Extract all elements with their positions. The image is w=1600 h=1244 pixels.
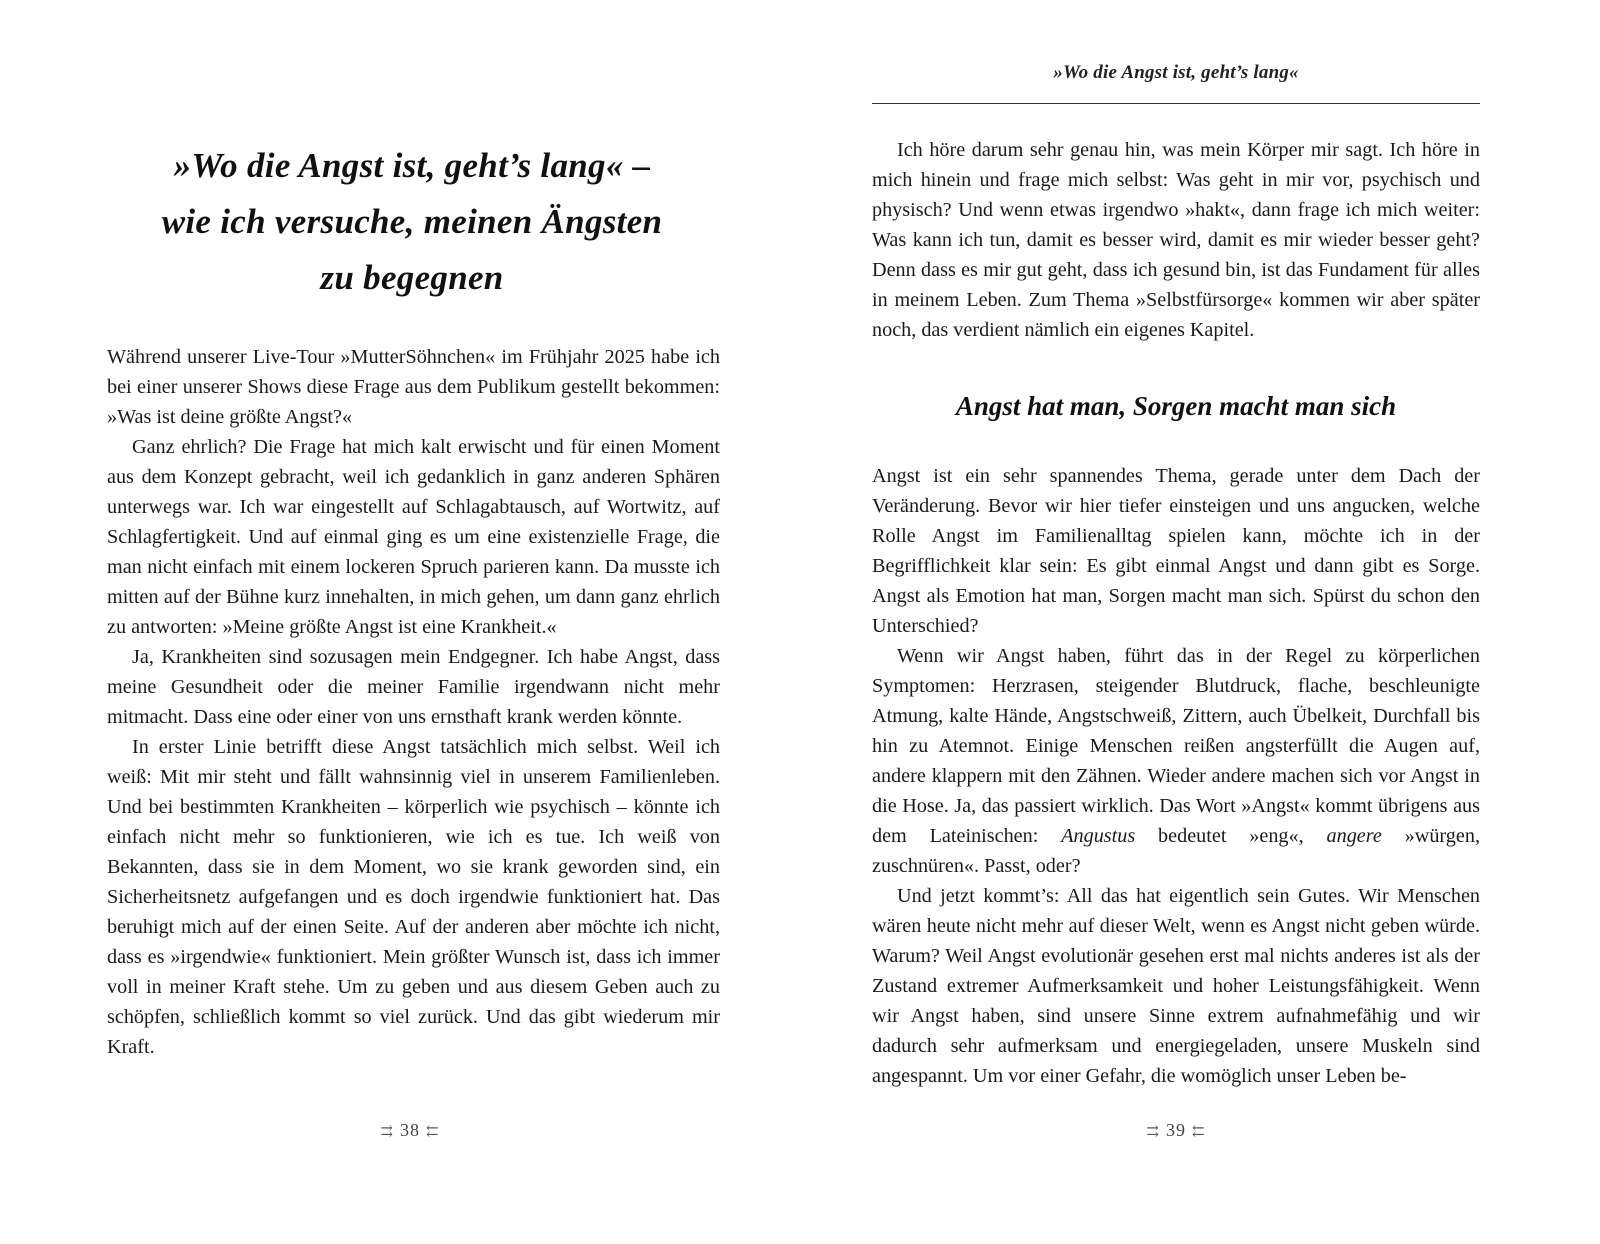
latin-term: Angustus <box>1061 825 1136 847</box>
ornament-right-icon: ⇇ <box>1192 1124 1206 1140</box>
right-intro-text <box>872 135 1480 345</box>
chapter-title-line: »Wo die Angst ist, geht’s lang« – <box>173 146 651 185</box>
paragraph-text: »würgen, zuschnüren«. Passt, oder? <box>872 825 1480 877</box>
chapter-title-line: wie ich versuche, meinen Ängsten <box>161 202 663 241</box>
paragraph: Ganz ehrlich? Die Frage hat mich kalt erwischt und für einen Moment aus dem Konzept gebracht, weil ich gedanklich in ganz anderen Sphären unterwegs war. Ich war eingestellt auf Schlagabtausch, auf Wortwitz, auf Schlagfertigkeit. Und auf einmal ging es um eine existenzielle Frage, die man nicht einfach mit einem lockeren Spruch parieren kann. Da musste ich mitten auf der Bühne kurz innehalten, in mich gehen, um dann ganz ehrlich zu antworten: »Meine größte Angst ist eine Krankheit.« <box>107 436 720 638</box>
ornament-left-icon: ⇉ <box>1146 1124 1160 1140</box>
paragraph-text: bedeutet »eng«, <box>1135 825 1327 847</box>
paragraph: Angst ist ein sehr spannendes Thema, gerade unter dem Dach der Veränderung. Bevor wir hier tiefer einsteigen und uns angucken, welche Rolle Angst im Familienalltag spielen kann, möchte ich in der Begrifflichkeit klar sein: Es gibt einmal Angst und dann gibt es Sorge. Angst als Emotion hat man, Sorgen macht man sich. Spürst du schon den Unterschied? <box>872 465 1480 637</box>
running-head: »Wo die Angst ist, geht’s lang« <box>1053 62 1299 83</box>
right-page <box>800 0 1600 1244</box>
chapter-title <box>108 138 716 306</box>
section-title: Angst hat man, Sorgen macht man sich <box>955 391 1397 421</box>
ornament-left-icon: ⇉ <box>380 1124 394 1140</box>
page-number-left <box>310 1120 510 1141</box>
ornament-right-icon: ⇇ <box>426 1124 440 1140</box>
latin-term: angere <box>1326 825 1382 847</box>
paragraph: Ja, Krankheiten sind sozusagen mein Endgegner. Ich habe Angst, dass meine Gesundheit oder die meiner Familie irgendwann nicht mehr mitmacht. Dass eine oder einer von uns ernsthaft krank werden könnte. <box>107 646 720 728</box>
paragraph <box>872 641 1480 881</box>
header-rule <box>872 103 1480 104</box>
page-number: 38 <box>400 1120 420 1140</box>
left-body-text <box>107 342 720 1062</box>
page-number-right <box>1076 1120 1276 1141</box>
page-number: 39 <box>1166 1120 1186 1140</box>
paragraph-text: Wenn wir Angst haben, führt das in der Regel zu körperlichen Symptomen: Herzrasen, steigender Blutdruck, flache, beschleunigte Atmung, kalte Hände, Angstschweiß, Zittern, auch Übelkeit, Durchfall bis hin zu Atemnot. Einige Menschen reißen angsterfüllt die Augen auf, andere klappern mit den Zähnen. Wieder andere machen sich vor Angst in die Hose. Ja, das passiert wirklich. Das Wort »Angst« kommt übrigens aus dem Lateinischen: <box>872 645 1480 847</box>
paragraph: In erster Linie betrifft diese Angst tatsächlich mich selbst. Weil ich weiß: Mit mir steht und fällt wahnsinnig viel in unserem Familienleben. Und bei bestimmten Krankheiten – körperlich wie psychisch – könnte ich einfach nicht mehr so funktionieren, wie ich es tue. Ich weiß von Bekannten, dass sie in dem Moment, wo sie krank geworden sind, ein Sicherheitsnetz aufgefangen und es doch irgendwie funktioniert hat. Das beruhigt mich auf der einen Seite. Auf der anderen aber möchte ich nicht, dass es »irgendwie« funktioniert. Mein größter Wunsch ist, dass ich immer voll in meiner Kraft stehe. Um zu geben und aus diesem Geben auch zu schöpfen, schließlich kommt so viel zurück. Und das gibt wiederum mir Kraft. <box>107 736 720 1058</box>
paragraph: Während unserer Live-Tour »MutterSöhnchen« im Frühjahr 2025 habe ich bei einer unserer Shows diese Frage aus dem Publikum gestellt bekommen: »Was ist deine größte Angst?« <box>107 346 720 428</box>
paragraph: Ich höre darum sehr genau hin, was mein Körper mir sagt. Ich höre in mich hinein und frage mich selbst: Was geht in mir vor, psychisch und physisch? Und wenn etwas irgendwo »hakt«, dann frage ich mich weiter: Was kann ich tun, damit es besser wird, damit es mir wieder besser geht? Denn dass es mir gut geht, dass ich gesund bin, ist das Fundament für alles in meinem Leben. Zum Thema »Selbstfürsorge« kommen wir aber später noch, das verdient nämlich ein eigenes Kapitel. <box>872 139 1480 341</box>
right-body-text <box>872 461 1480 1091</box>
chapter-title-line: zu begegnen <box>320 258 504 297</box>
paragraph: Und jetzt kommt’s: All das hat eigentlich sein Gutes. Wir Menschen wären heute nicht mehr auf dieser Welt, wenn es Angst nicht geben würde. Warum? Weil Angst evolutionär gesehen erst mal nichts anderes ist als der Zustand extremer Aufmerksamkeit und hoher Leistungsfähigkeit. Wenn wir Angst haben, sind unsere Sinne extrem aufnahmefähig und wir dadurch sehr aufmerksam und energiegeladen, unsere Muskeln sind angespannt. Um vor einer Gefahr, die womöglich unser Leben be- <box>872 885 1480 1087</box>
